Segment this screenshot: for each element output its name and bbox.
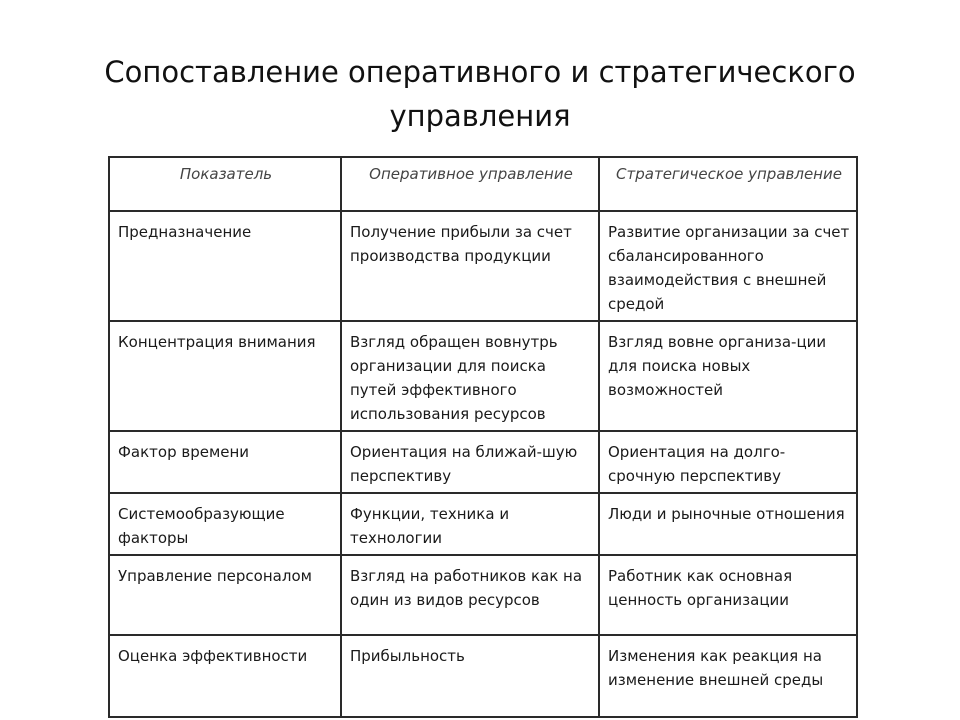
strategic-cell: Развитие организации за счет сбалансированного взаимодействия с внешней средой: [599, 211, 857, 321]
operational-cell: Функции, техника и технологии: [341, 493, 599, 555]
table-row: [109, 321, 857, 431]
slide-title: [60, 50, 900, 138]
table-row: [109, 493, 857, 555]
table-header-row: [109, 157, 857, 211]
indicator-cell: Предназначение: [109, 211, 341, 321]
operational-cell: Прибыльность: [341, 635, 599, 717]
indicator-cell: Концентрация внимания: [109, 321, 341, 431]
indicator-cell: Фактор времени: [109, 431, 341, 493]
strategic-cell: Взгляд вовне организа-ции для поиска новых возможностей: [599, 321, 857, 431]
strategic-cell: Работник как основная ценность организации: [599, 555, 857, 635]
strategic-cell: Ориентация на долго-срочную перспективу: [599, 431, 857, 493]
indicator-cell: Управление персоналом: [109, 555, 341, 635]
table-row: [109, 431, 857, 493]
header-operational: Оперативное управление: [341, 157, 599, 211]
header-indicator: Показатель: [109, 157, 341, 211]
comparison-table: [108, 156, 858, 718]
table-row: [109, 555, 857, 635]
operational-cell: Взгляд обращен вовнутрь организации для поиска путей эффективного использования ресурсов: [341, 321, 599, 431]
slide-title-line-2: управления: [389, 99, 571, 133]
header-strategic: Стратегическое управление: [599, 157, 857, 211]
table-row: [109, 211, 857, 321]
strategic-cell: Изменения как реакция на изменение внешней среды: [599, 635, 857, 717]
operational-cell: Получение прибыли за счет производства продукции: [341, 211, 599, 321]
indicator-cell: Системообразующие факторы: [109, 493, 341, 555]
table-row: [109, 635, 857, 717]
operational-cell: Взгляд на работников как на один из видов ресурсов: [341, 555, 599, 635]
indicator-cell: Оценка эффективности: [109, 635, 341, 717]
slide-title-line-1: Сопоставление оперативного и стратегического: [104, 55, 856, 89]
operational-cell: Ориентация на ближай-шую перспективу: [341, 431, 599, 493]
strategic-cell: Люди и рыночные отношения: [599, 493, 857, 555]
